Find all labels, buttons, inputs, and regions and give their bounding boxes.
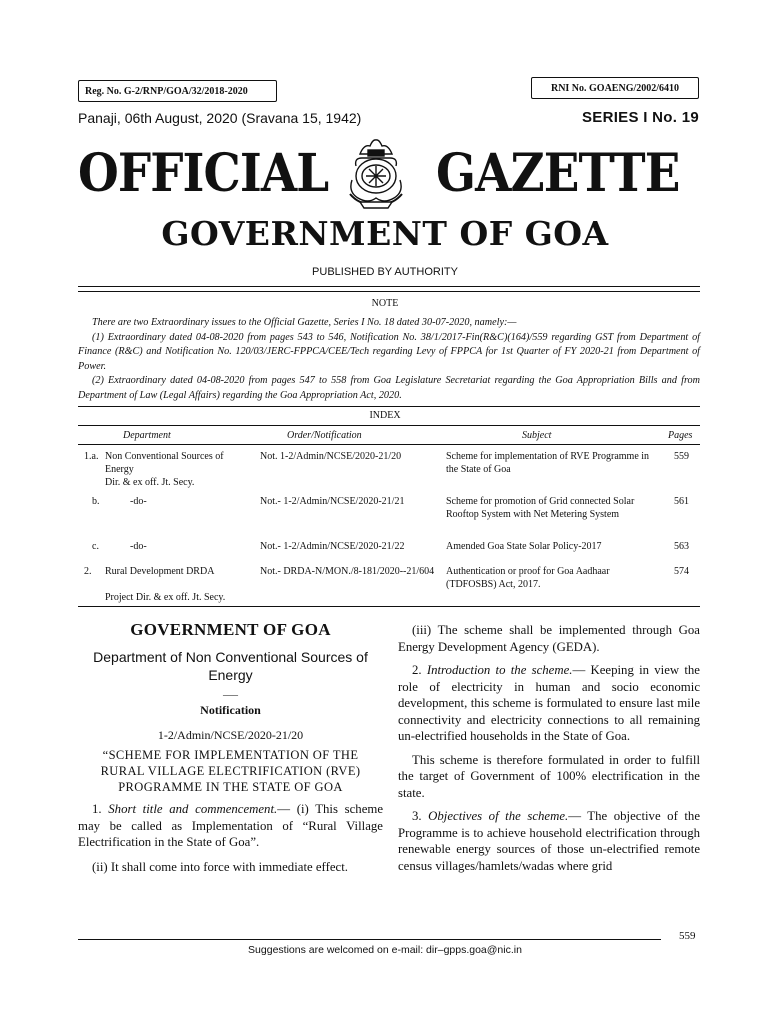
row-pages: 559 — [674, 451, 689, 462]
separator-dash: ___ — [223, 686, 238, 697]
index-title: INDEX — [369, 410, 401, 421]
row-pages: 561 — [674, 496, 689, 507]
para-number: 1. — [92, 802, 109, 816]
rni-number: RNI No. GOAENG/2002/6410 — [531, 77, 699, 99]
row-department: -do- — [130, 541, 147, 552]
note-paragraph: (1) Extraordinary dated 04-08-2020 from pages 543 to 546, Notification No. 38/1/2017-Fin(R&C)(164)/559 regarding GST from Department of Finance (R&C) and Notification No. 120/03/JERC-FPPCA/CEE/Tech regarding Levy of FPPCA for 1st Quarter of FY 2020-21 from Department of Power. — [78, 331, 700, 372]
right-column — [398, 622, 700, 874]
divider — [78, 606, 700, 607]
paragraph: This scheme is therefore formulated in order to fulfill the target of Government of 100% electrification in the state. — [398, 752, 700, 800]
notification-heading: Notification — [200, 703, 261, 717]
row-department-sub: Project Dir. & ex off. Jt. Secy. — [105, 592, 226, 603]
row-order: Not.- 1-2/Admin/NCSE/2020-21/22 — [260, 541, 405, 552]
series-number: SERIES I No. 19 — [581, 109, 699, 126]
row-number: b. — [92, 496, 100, 507]
footer-divider — [78, 939, 661, 940]
para-heading: Objectives of the scheme. — [428, 809, 569, 823]
state-emblem-icon — [340, 136, 412, 212]
column-header: Subject — [522, 430, 552, 441]
paragraph — [398, 662, 700, 745]
department-heading: Department of Non Conventional Sources of Energy — [93, 649, 368, 683]
masthead — [78, 136, 700, 212]
paragraph — [78, 801, 383, 851]
scheme-title: “SCHEME FOR IMPLEMENTATION OF THE RURAL VILLAGE ELECTRIFICATION (RVE) PROGRAMME IN THE STATE OF GOA — [100, 748, 361, 794]
row-department: Rural Development DRDA — [105, 566, 215, 577]
section-heading: GOVERNMENT OF GOA — [130, 620, 331, 639]
divider — [78, 406, 700, 407]
row-pages: 563 — [674, 541, 689, 552]
row-subject: Scheme for promotion of Grid connected Solar Rooftop System with Net Metering System — [446, 496, 635, 520]
row-number: 1.a. — [84, 451, 99, 462]
notification-number: 1-2/Admin/NCSE/2020-21/20 — [157, 728, 304, 742]
row-number: 2. — [84, 566, 92, 577]
row-number: c. — [92, 541, 99, 552]
row-subject: Authentication or proof for Goa Aadhaar (TDFOSBS) Act, 2017. — [446, 566, 610, 590]
row-order: Not. 1-2/Admin/NCSE/2020-21/20 — [260, 451, 402, 462]
row-department: -do- — [130, 496, 147, 507]
masthead-official: OFFICIAL — [78, 143, 329, 204]
column-header: Order/Notification — [287, 430, 362, 441]
row-department: Non Conventional Sources of Energy — [105, 451, 224, 475]
row-order: Not.- 1-2/Admin/NCSE/2020-21/21 — [260, 496, 405, 507]
para-heading: Short title and commencement. — [108, 802, 278, 816]
footer-suggestions: Suggestions are welcomed on e-mail: dir–gpps.goa@nic.in — [248, 944, 522, 956]
dateline: Panaji, 06th August, 2020 (Sravana 15, 1942) — [78, 110, 362, 126]
paragraph: (iii) The scheme shall be implemented through Goa Energy Development Agency (GEDA). — [398, 623, 700, 654]
published-by-authority: PUBLISHED BY AUTHORITY — [312, 266, 458, 278]
page-number: 559 — [679, 930, 696, 942]
column-header: Department — [123, 430, 171, 441]
para-text: — (i) This scheme may be called as Implementation of “Rural Village Electrification in the State of Goa”. — [78, 802, 384, 849]
paragraph: (ii) It shall come into force with immediate effect. — [92, 859, 348, 874]
note-paragraph: There are two Extraordinary issues to the Official Gazette, Series I No. 18 dated 30-07-2020, namely:— — [92, 317, 517, 328]
note-title: NOTE — [371, 298, 399, 309]
divider — [78, 286, 700, 287]
divider — [78, 444, 700, 445]
note-body — [78, 316, 700, 403]
para-text: — The objective of the Programme is to achieve household electrification through renewable energy sources of those un-electrified remote census villages/hamlets/wadas where grid — [398, 809, 700, 873]
divider — [78, 425, 700, 426]
note-paragraph: (2) Extraordinary dated 04-08-2020 from pages 547 to 558 from Goa Legislature Secretariat regarding the Goa Appropriation Bills and from Department of Law (Legal Affairs) regarding the Goa Appropriation Act, 2020. — [78, 375, 700, 401]
row-pages: 574 — [674, 566, 689, 577]
column-header: Pages — [668, 430, 693, 441]
masthead-gazette: GAZETTE — [436, 143, 680, 204]
row-order: Not.- DRDA-N/MON./8-181/2020--21/604 — [260, 566, 435, 577]
masthead-subtitle: GOVERNMENT OF GOA — [161, 214, 609, 253]
divider — [78, 291, 700, 292]
para-number: 3. — [412, 809, 429, 823]
row-subject: Amended Goa State Solar Policy-2017 — [446, 541, 602, 552]
row-subject: Scheme for implementation of RVE Programme in the State of Goa — [446, 451, 650, 475]
left-column — [78, 620, 383, 875]
para-heading: Introduction to the scheme. — [426, 663, 573, 677]
para-text: — Keeping in view the role of electricity in human and socio economic development, this scheme is formulated to ensure last mile connectivity and electricity connections to all remaining un-electrified households in the State of Goa. — [398, 663, 700, 743]
row-department-sub: Dir. & ex off. Jt. Secy. — [105, 477, 195, 488]
registration-number: Reg. No. G-2/RNP/GOA/32/2018-2020 — [78, 80, 277, 102]
para-number: 2. — [412, 663, 427, 677]
paragraph — [398, 808, 700, 874]
